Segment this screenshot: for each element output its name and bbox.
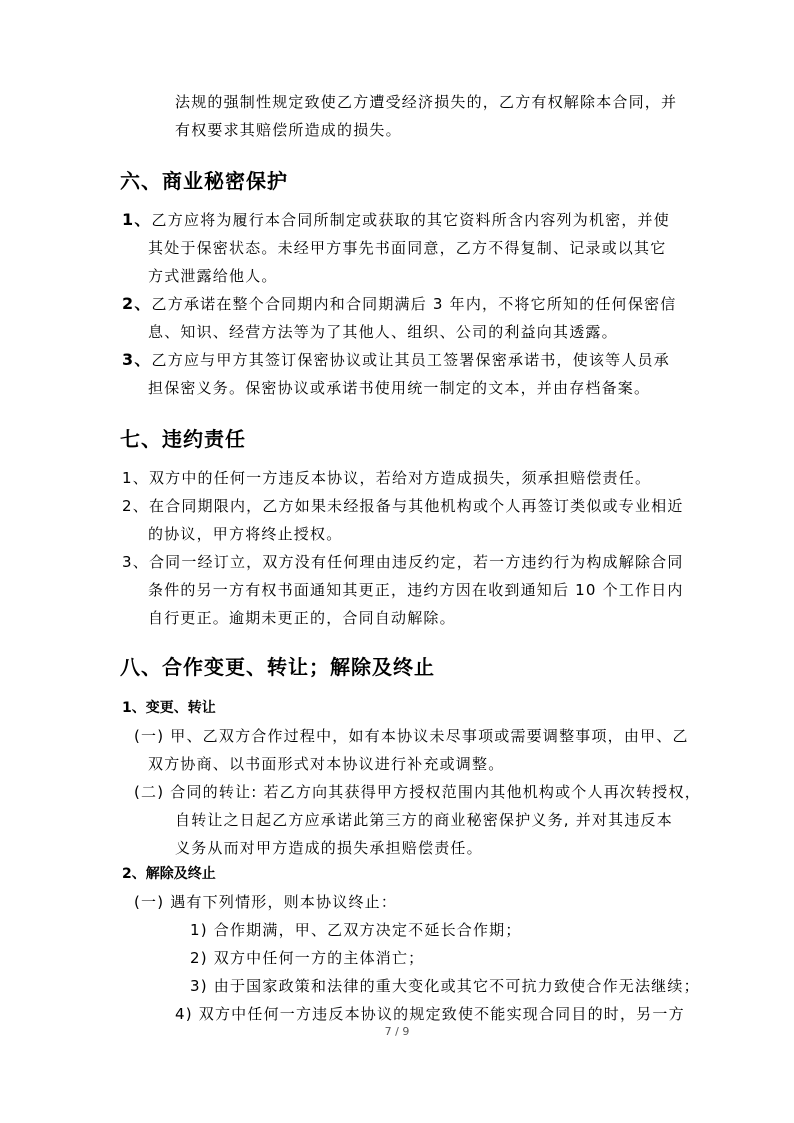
item-number: 2、 <box>122 294 152 313</box>
section-heading-7: 七、违约责任 <box>120 427 246 451</box>
item-text: 在合同期限内，乙方如果未经报备与其他机构或个人再签订类似或专业相近 <box>148 497 684 515</box>
text-line: 义务从而对甲方造成的损失承担赔偿责任。 <box>175 839 483 857</box>
text-line: 方式泄露给他人。 <box>148 267 278 285</box>
list-item: 1) 合作期满，甲、乙双方决定不延长合作期； <box>190 921 522 939</box>
item-text: 双方中的任何一方违反本协议，若给对方造成损失，须承担赔偿责任。 <box>148 469 652 487</box>
text-line: 其处于保密状态。未经甲方事先书面同意，乙方不得复制、记录或以其它 <box>148 239 667 257</box>
list-item: 2) 双方中任何一方的主体消亡； <box>190 949 425 967</box>
list-item <box>122 210 670 230</box>
subsection-heading: 1、变更、转让 <box>122 700 216 716</box>
text-line: 自行更正。逾期未更正的，合同自动解除。 <box>148 609 456 627</box>
text-line: 的协议，甲方将终止授权。 <box>148 525 343 543</box>
item-text: 合同一经订立，双方没有任何理由违反约定，若一方违约行为构成解除合同 <box>148 553 684 571</box>
list-item: 4) 双方中任何一方违反本协议的规定致使不能实现合同目的时，另一方 <box>175 1005 685 1023</box>
text-line: 自转让之日起乙方应承诺此第三方的商业秘密保护义务, 并对其违反本 <box>175 811 673 829</box>
item-number: 1、 <box>122 210 152 229</box>
list-item <box>122 350 670 370</box>
text-line: 担保密义务。保密协议或承诺书使用统一制定的文本，并由存档备案。 <box>148 379 651 397</box>
item-number: 1、 <box>122 469 149 487</box>
text-line: 有权要求其赔偿所造成的损失。 <box>175 121 402 139</box>
section-heading-6: 六、商业秘密保护 <box>120 169 288 193</box>
item-text: 乙方应与甲方其签订保密协议或让其员工签署保密承诺书，使该等人员承 <box>151 351 670 369</box>
item-text: 乙方应将为履行本合同所制定或获取的其它资料所含内容列为机密，并使 <box>151 211 670 229</box>
page-number: 7 / 9 <box>384 1025 410 1038</box>
text-line: 双方协商、以书面形式对本协议进行补充或调整。 <box>148 755 505 773</box>
text-line: (二) 合同的转让: 若乙方向其获得甲方授权范围内其他机构或个人再次转授权， <box>134 783 701 801</box>
item-text: 乙方承诺在整个合同期内和合同期满后 3 年内，不将它所知的任何保密信 <box>151 295 677 313</box>
item-number: 3、 <box>122 350 152 369</box>
list-item <box>122 496 684 516</box>
list-item <box>122 294 676 314</box>
list-item <box>122 552 684 572</box>
text-line: (一) 甲、乙双方合作过程中，如有本协议未尽事项或需要调整事项，由甲、乙 <box>134 727 689 745</box>
text-line: 条件的另一方有权书面通知其更正，违约方因在收到通知后 10 个工作日内 <box>148 581 684 599</box>
section-heading-8: 八、合作变更、转让；解除及终止 <box>120 655 435 679</box>
subsection-heading: 2、解除及终止 <box>122 866 216 882</box>
item-number: 2、 <box>122 497 149 515</box>
list-item <box>122 468 651 488</box>
text-line: (一) 遇有下列情形，则本协议终止： <box>134 893 398 911</box>
text-line: 法规的强制性规定致使乙方遭受经济损失的，乙方有权解除本合同，并 <box>175 93 678 111</box>
list-item: 3) 由于国家政策和法律的重大变化或其它不可抗力致使合作无法继续； <box>190 977 700 995</box>
text-line: 息、知识、经营方法等为了其他人、组织、公司的利益向其透露。 <box>148 323 618 341</box>
item-number: 3、 <box>122 553 149 571</box>
